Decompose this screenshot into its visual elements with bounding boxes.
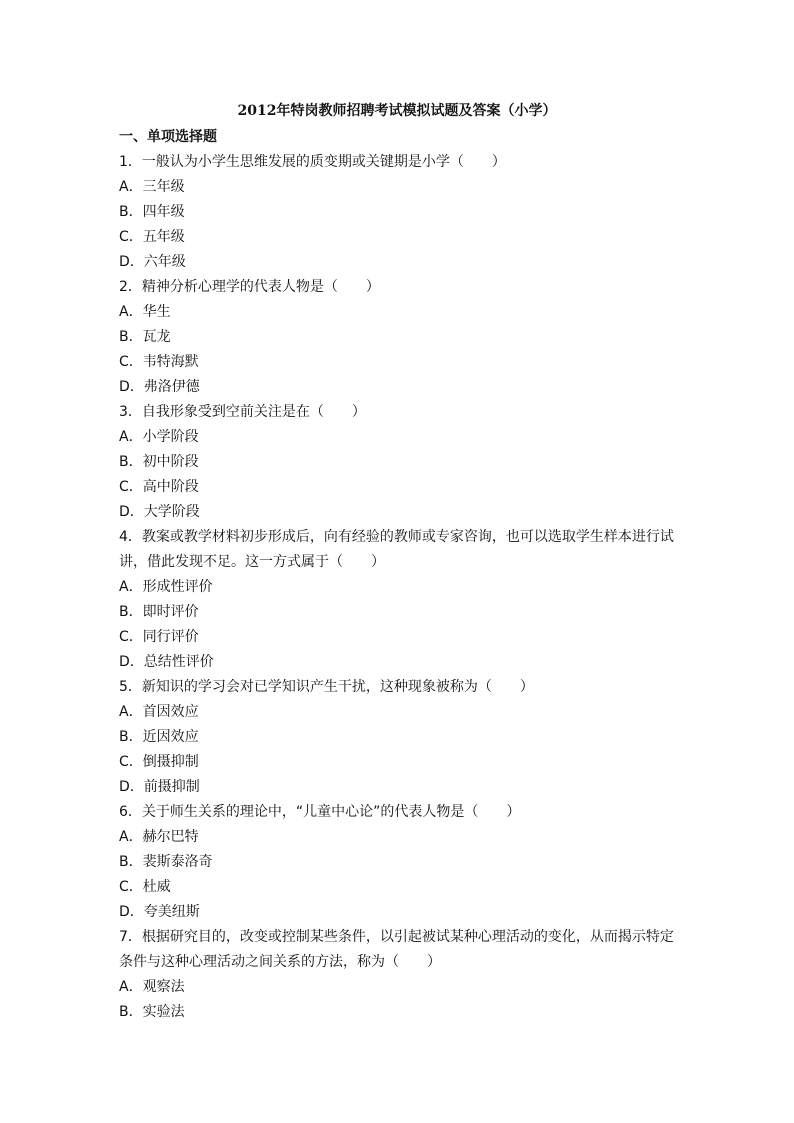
option-b: B．实验法 bbox=[119, 1004, 185, 1020]
option-b: B．即时评价 bbox=[119, 604, 199, 620]
option-b: B．四年级 bbox=[119, 204, 185, 220]
question-stem: 1．一般认为小学生思维发展的质变期或关键期是小学（ ） bbox=[119, 154, 506, 170]
question-7 bbox=[119, 925, 679, 1025]
option-d: D．大学阶段 bbox=[119, 504, 200, 520]
option-a: A．赫尔巴特 bbox=[119, 829, 199, 845]
option-a: A．形成性评价 bbox=[119, 579, 213, 595]
option-b: B．瓦龙 bbox=[119, 329, 171, 345]
question-stem: 3．自我形象受到空前关注是在（ ） bbox=[119, 404, 366, 420]
question-2 bbox=[119, 275, 679, 400]
option-c: C．高中阶段 bbox=[119, 479, 199, 495]
option-c: C．同行评价 bbox=[119, 629, 199, 645]
option-d: D．夸美纽斯 bbox=[119, 904, 200, 920]
option-b: B．近因效应 bbox=[119, 729, 199, 745]
option-c: C．五年级 bbox=[119, 229, 185, 245]
question-stem: 2．精神分析心理学的代表人物是（ ） bbox=[119, 279, 380, 295]
option-d: D．弗洛伊德 bbox=[119, 379, 200, 395]
option-a: A．小学阶段 bbox=[119, 429, 199, 445]
question-3 bbox=[119, 400, 679, 525]
section-heading: 一、单项选择题 bbox=[119, 129, 217, 145]
option-b: B．裴斯泰洛奇 bbox=[119, 854, 213, 870]
option-a: A．观察法 bbox=[119, 979, 185, 995]
option-a: A．华生 bbox=[119, 304, 171, 320]
question-stem: 4．教案或教学材料初步形成后，向有经验的教师或专家咨询，也可以选取学生样本进行试讲，借此发现不足。这一方式属于（ ） bbox=[119, 529, 674, 570]
option-d: D．总结性评价 bbox=[119, 654, 214, 670]
question-5 bbox=[119, 675, 679, 800]
document-title: 2012年特岗教师招聘考试模拟试题及答案（小学） bbox=[237, 103, 557, 119]
question-6 bbox=[119, 800, 679, 925]
question-1 bbox=[119, 150, 679, 275]
option-c: C．韦特海默 bbox=[119, 354, 199, 370]
option-d: D．六年级 bbox=[119, 254, 186, 270]
question-4 bbox=[119, 525, 679, 675]
option-c: C．杜威 bbox=[119, 879, 171, 895]
question-stem: 7．根据研究目的，改变或控制某些条件，以引起被试某种心理活动的变化，从而揭示特定条件与这种心理活动之间关系的方法，称为（ ） bbox=[119, 929, 674, 970]
option-c: C．倒摄抑制 bbox=[119, 754, 199, 770]
question-stem: 6．关于师生关系的理论中，“儿童中心论”的代表人物是（ ） bbox=[119, 804, 521, 820]
option-d: D．前摄抑制 bbox=[119, 779, 200, 795]
option-a: A．首因效应 bbox=[119, 704, 199, 720]
document-body bbox=[119, 125, 679, 1025]
option-a: A．三年级 bbox=[119, 179, 185, 195]
question-stem: 5．新知识的学习会对已学知识产生干扰，这种现象被称为（ ） bbox=[119, 679, 534, 695]
option-b: B．初中阶段 bbox=[119, 454, 199, 470]
